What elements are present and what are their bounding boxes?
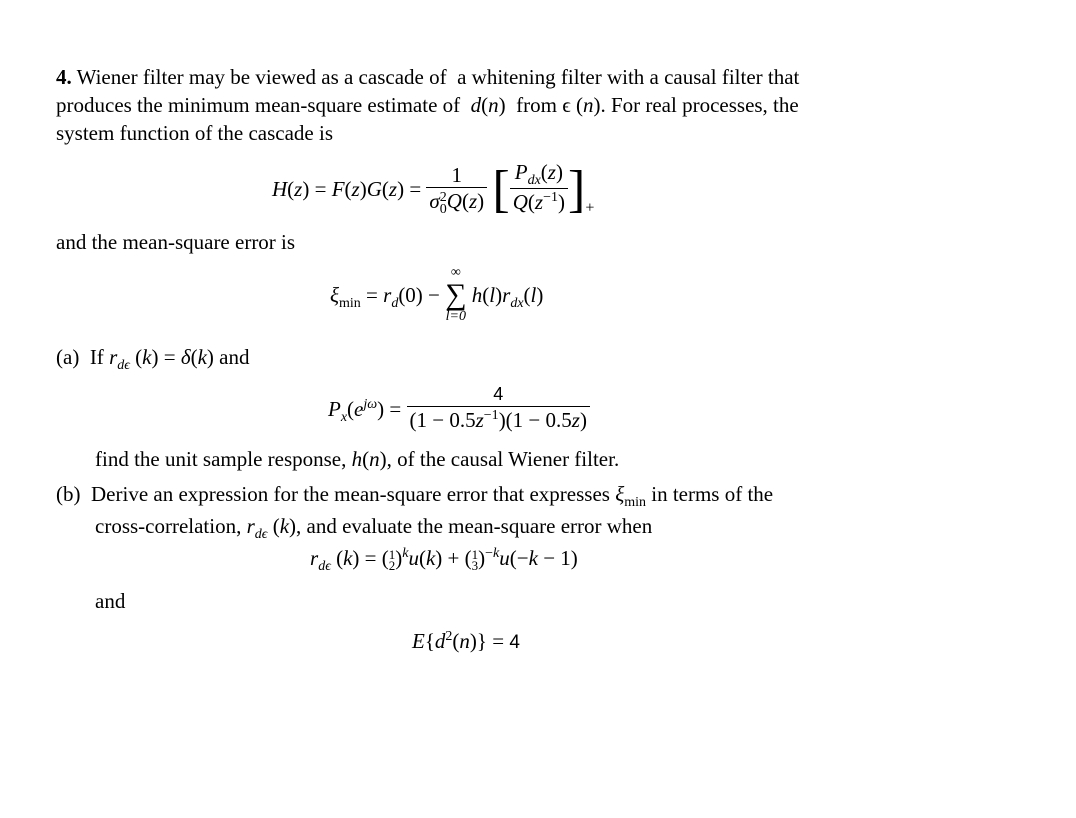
right-bracket: ] — [567, 160, 586, 218]
eq1-frac-num: 1 — [426, 163, 487, 188]
eq3-fraction — [407, 382, 590, 437]
equation-power-spectrum — [328, 382, 590, 437]
eq1-bracket-num: $P_{dx}(z)$ — [510, 160, 568, 189]
equation-expected-value: $E\{d^2(n)\} = 4$ — [412, 629, 520, 653]
summation-symbol: ∞ ∑ l=0 — [445, 265, 467, 324]
intro-line-2: produces the minimum mean-square estimate of d(n) from ϵ (n). For real processes, the — [56, 93, 799, 117]
causal-part-subscript: + — [585, 199, 595, 217]
part-a-label: (a) — [56, 345, 80, 369]
eq2-term: $h(l)r_{dx}(l)$ — [471, 282, 544, 311]
sum-upper-limit: ∞ — [450, 265, 461, 280]
eq3-den: $(1 - 0.5z^{-1})(1 - 0.5z)$ — [409, 408, 587, 432]
eq3-lhs: $P_x(e^{j\omega})$ = — [328, 397, 402, 425]
part-b-line-2: cross-correlation, $r_{d\epsilon}$ (k), and evaluate the mean-square error when — [95, 514, 653, 542]
equation-cross-correlation: $r_{d\epsilon}$ (k) = (1 2)$^k$u(k) + (1 3)$^{-k}$u(−k − 1) — [310, 546, 578, 574]
left-bracket: [ — [492, 160, 510, 218]
eq3-num: 4 — [407, 382, 590, 407]
intro-line-3: system function of the cascade is — [56, 121, 333, 145]
eq2-lhs: $\xi_{min} = r_d(0)$ − — [330, 282, 440, 311]
intro-line-1: 4. Wiener filter may be viewed as a cascade of a whitening filter with a causal filter that — [56, 65, 800, 89]
part-a-text: (a) If $r_{d\epsilon}$ (k) = δ(k) and — [56, 345, 250, 373]
eq1-bracket-den: $Q(z^{-1})$ — [512, 190, 565, 214]
sum-lower-limit: l=0 — [445, 309, 467, 324]
part-b-text — [56, 480, 773, 544]
and-label: and — [95, 589, 126, 613]
eq1-lhs: H(z) = F(z)G(z) = — [272, 177, 422, 201]
equation-system-function — [272, 160, 594, 219]
problem-intro — [56, 63, 799, 147]
eq1-frac-den: σ2 0Q(z) — [429, 189, 485, 217]
problem-number: 4. — [56, 65, 72, 89]
part-b-line-1: (b) Derive an expression for the mean-square error that expresses $\xi_{min}$ in terms of the — [56, 482, 774, 510]
part-a-find: find the unit sample response, h(n), of the causal Wiener filter. — [95, 447, 620, 471]
equation-mse — [330, 266, 543, 324]
mse-intro: and the mean-square error is — [56, 230, 296, 254]
part-b-label: (b) — [56, 482, 81, 506]
eq1-fraction — [426, 163, 487, 215]
eq1-bracket-fraction — [510, 160, 568, 219]
